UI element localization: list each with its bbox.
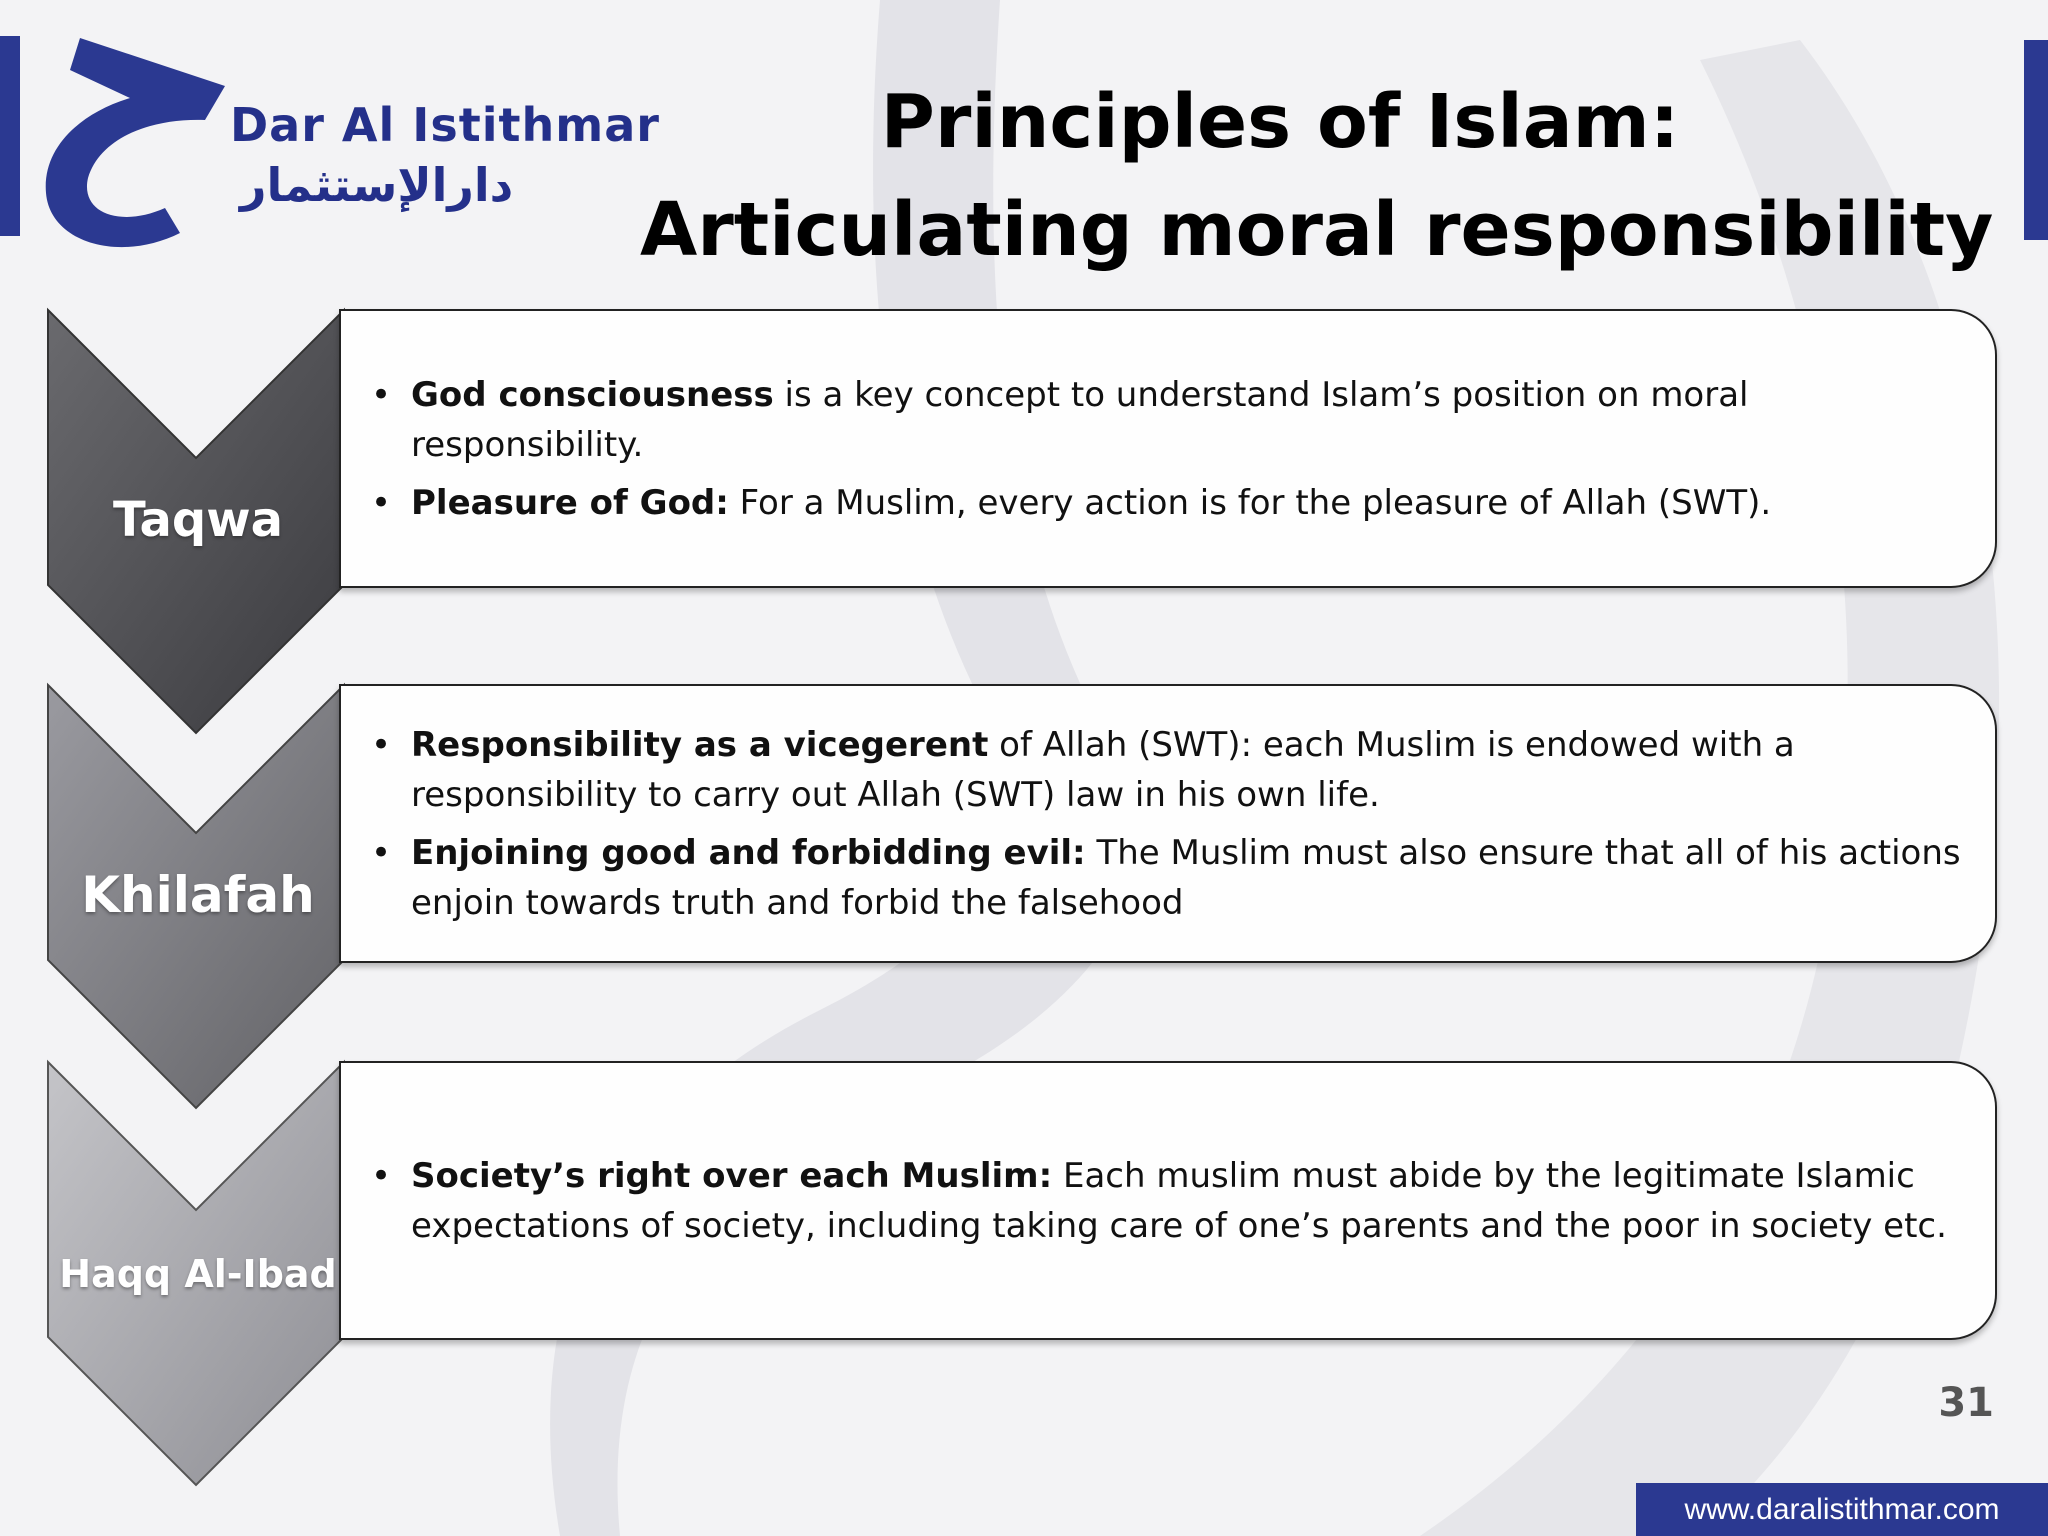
label-khilafah: Khilafah [81, 866, 315, 924]
taqwa-content-box [339, 309, 1997, 588]
slide-title-line-2: Articulating moral responsibility [640, 187, 1994, 273]
khilafah-content-box [339, 684, 1997, 963]
bullet-item: • Responsibility as a vicegerent of Allah (SWT): each Muslim is endowed with a responsibility to carry out Allah (SWT) law in his own life. [371, 720, 1971, 820]
slide-title-line-1: Principles of Islam: [880, 79, 1680, 165]
slide-title [640, 68, 1994, 284]
bullet-item: • Society’s right over each Muslim: Each muslim must abide by the legitimate Islamic expectations of society, including taking care of one’s parents and the poor in society etc. [371, 1151, 1971, 1251]
logo-text-arabic: دارالإستثمار [240, 158, 514, 212]
haqq-al-ibad-content-box [339, 1061, 1997, 1340]
label-taqwa: Taqwa [112, 492, 284, 548]
logo-text-english: Dar Al Istithmar [230, 98, 660, 152]
page-number: 31 [1938, 1380, 1994, 1426]
bullet-item: • Enjoining good and forbidding evil: The Muslim must also ensure that all of his actions enjoin towards truth and forbid the falsehood [371, 828, 1971, 928]
bullet-item: • God consciousness is a key concept to understand Islam’s position on moral responsibility. [371, 370, 1971, 470]
right-accent-bar [2024, 40, 2048, 240]
label-haqq-al-ibad: Haqq Al-Ibad [59, 1252, 337, 1296]
bullet-item: • Pleasure of God: For a Muslim, every action is for the pleasure of Allah (SWT). [371, 478, 1971, 528]
website-link[interactable]: www.daralistithmar.com [1636, 1483, 2048, 1536]
